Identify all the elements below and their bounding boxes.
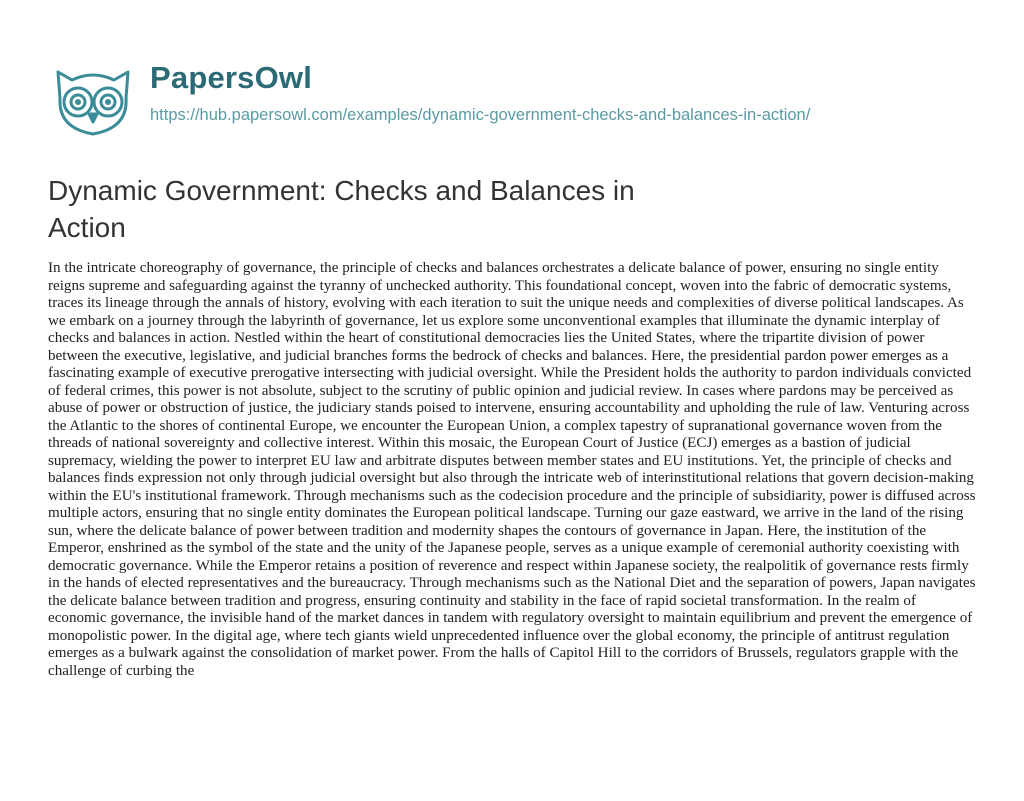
source-url-link[interactable]: https://hub.papersowl.com/examples/dynamic-government-checks-and-balances-in-action/ — [150, 106, 811, 124]
owl-icon[interactable] — [48, 58, 138, 138]
article-body: In the intricate choreography of governance, the principle of checks and balances orchestrates a delicate balance of power, ensuring no single entity reigns supreme and safeguarding against the tyranny of unchecked authority. This foundational concept, woven into the fabric of democratic systems, traces its lineage through the annals of history, evolving with each iteration to suit the unique needs and complexities of diverse political landscapes. As we embark on a journey through the labyrinth of governance, let us explore some unconventional examples that illuminate the dynamic interplay of checks and balances in action. Nestled within the heart of constitutional democracies lies the United States, where the tripartite division of power between the executive, legislative, and judicial branches forms the bedrock of checks and balances. Here, the presidential pardon power emerges as a fascinating example of executive prerogative intersecting with judicial oversight. While the President holds the authority to pardon individuals convicted of federal crimes, this power is not absolute, subject to the scrutiny of public opinion and judicial review. In cases where pardons may be perceived as abuse of power or obstruction of justice, the judiciary stands poised to intervene, ensuring accountability and upholding the rule of law. Venturing across the Atlantic to the shores of continental Europe, we encounter the European Union, a complex tapestry of supranational governance woven from the threads of national sovereignty and collective interest. Within this mosaic, the European Court of Justice (ECJ) emerges as a bastion of judicial supremacy, wielding the power to interpret EU law and arbitrate disputes between member states and EU institutions. Yet, the principle of checks and balances finds expression not only through judicial oversight but also through the intricate web of interinstitutional relations that govern decision-making within the EU's institutional framework. Through mechanisms such as the codecision procedure and the principle of subsidiarity, power is diffused across multiple actors, ensuring that no single entity dominates the European political landscape. Turning our gaze eastward, we arrive in the land of the rising sun, where the delicate balance of power between tradition and modernity shapes the contours of governance in Japan. Here, the institution of the Emperor, enshrined as the symbol of the state and the unity of the Japanese people, serves as a unique example of ceremonial authority coexisting with democratic governance. While the Emperor retains a position of reverence and respect within Japanese society, the realpolitik of governance rests firmly in the hands of elected representatives and the bureaucracy. Through mechanisms such as the National Diet and the separation of powers, Japan navigates the delicate balance between tradition and progress, ensuring continuity and stability in the face of rapid societal transformation. In the realm of economic governance, the invisible hand of the market dances in tandem with regulatory oversight to maintain equilibrium and prevent the emergence of monopolistic power. In the digital age, where tech giants wield unprecedented influence over the global economy, the principle of antitrust regulation emerges as a bulwark against the consolidation of market power. From the halls of Capitol Hill to the corridors of Brussels, regulators grapple with the challenge of curbing the — [48, 260, 976, 679]
site-header — [48, 58, 988, 138]
brand-name[interactable]: PapersOwl — [150, 60, 313, 95]
article-title: Dynamic Government: Checks and Balances in Action — [48, 175, 635, 243]
